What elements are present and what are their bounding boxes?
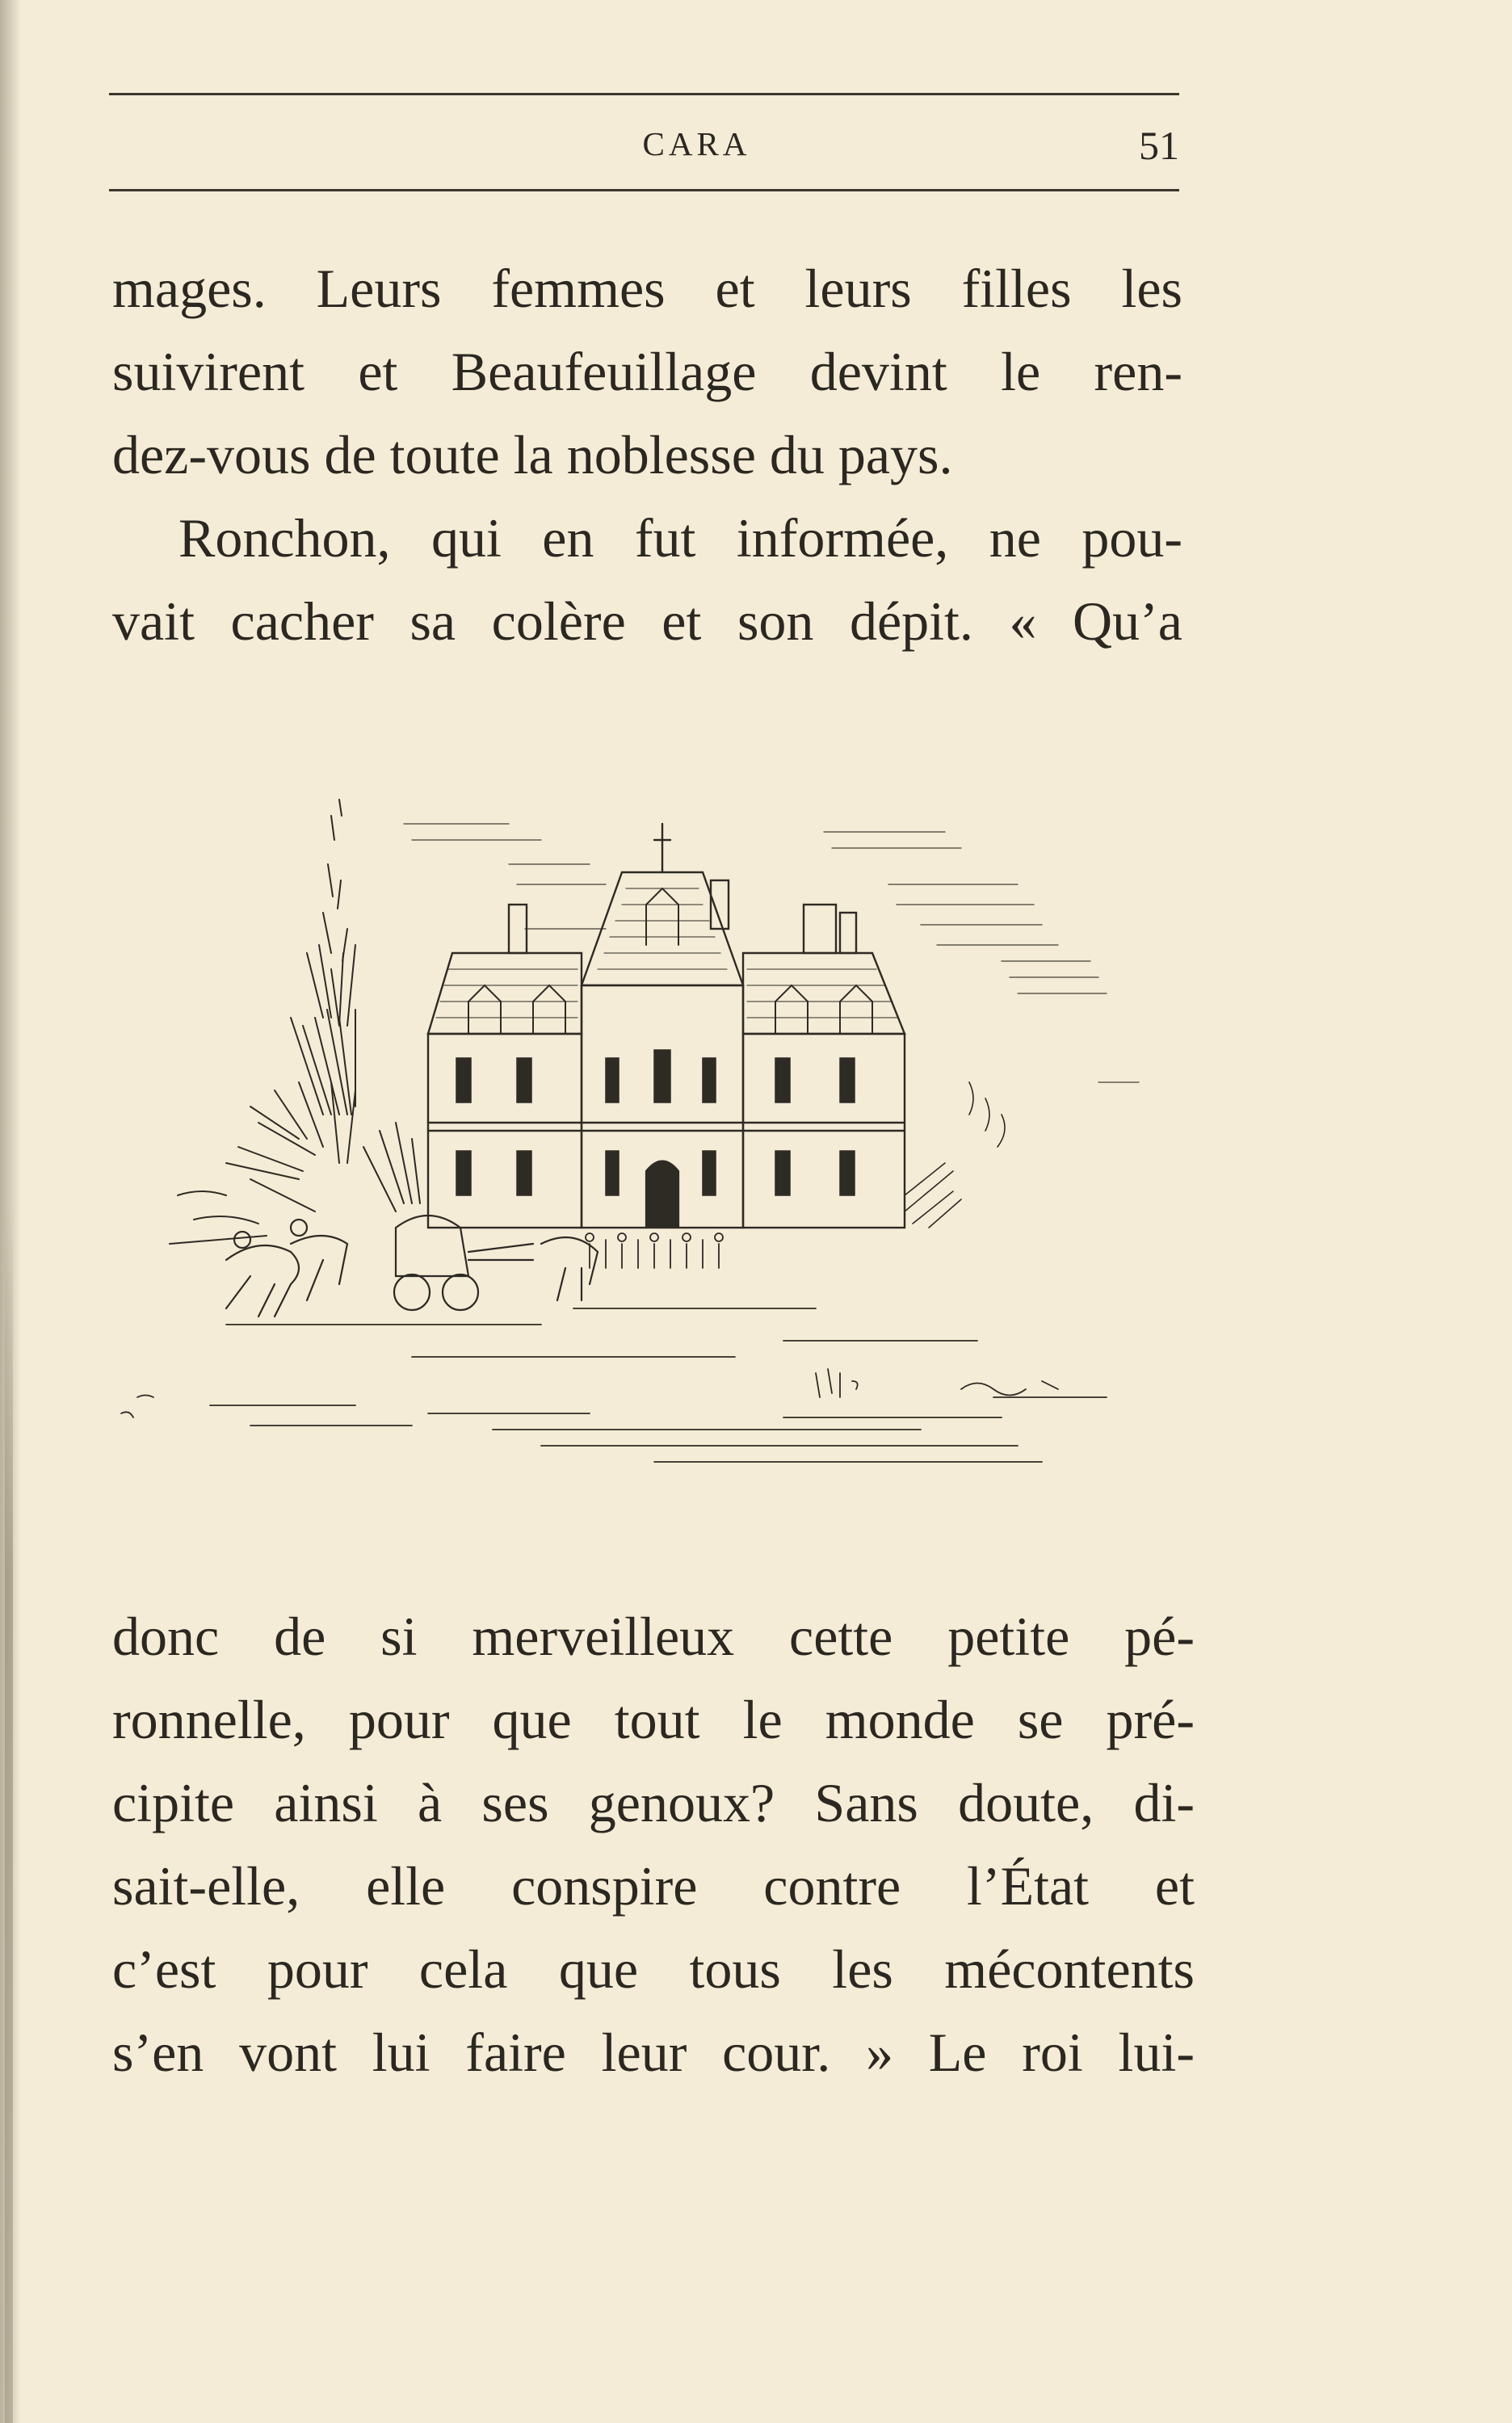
paragraph-first-line: Ronchon, qui en fut informée, ne pou- [178, 507, 1182, 569]
text-line: vait cacher sa colère et son dépit. « Qu’a [112, 590, 1182, 652]
body-text-bottom [112, 1595, 1195, 2094]
text-line: mages. Leurs femmes et leurs filles les [112, 258, 1182, 319]
text-line: suivirent et Beaufeuillage devint le ren- [112, 341, 1182, 402]
text-line: cipite ainsi à ses genoux? Sans doute, di- [112, 1772, 1195, 1833]
text-line: sait-elle, elle conspire contre l’État et [112, 1855, 1195, 1917]
chateau-engraving-icon [89, 743, 1187, 1535]
header-rule-top [109, 93, 1179, 95]
text-line: dez-vous de toute la noblesse du pays. [112, 424, 953, 485]
page-number: 51 [1139, 123, 1179, 168]
text-line: ronnelle, pour que tout le monde se pré- [112, 1689, 1195, 1750]
text-line: donc de si merveilleux cette petite pé- [112, 1606, 1195, 1667]
text-line: s’en vont lui faire leur cour. » Le roi lui- [112, 2022, 1195, 2083]
header-rule-bottom [109, 189, 1179, 191]
running-title: CARA [642, 125, 751, 162]
chateau-illustration [89, 743, 1187, 1535]
body-text-top [112, 247, 1182, 663]
page-edge-band [5, 1212, 13, 2423]
text-line: c’est pour cela que tous les mécontents [112, 1938, 1195, 2000]
running-head [109, 120, 1179, 168]
